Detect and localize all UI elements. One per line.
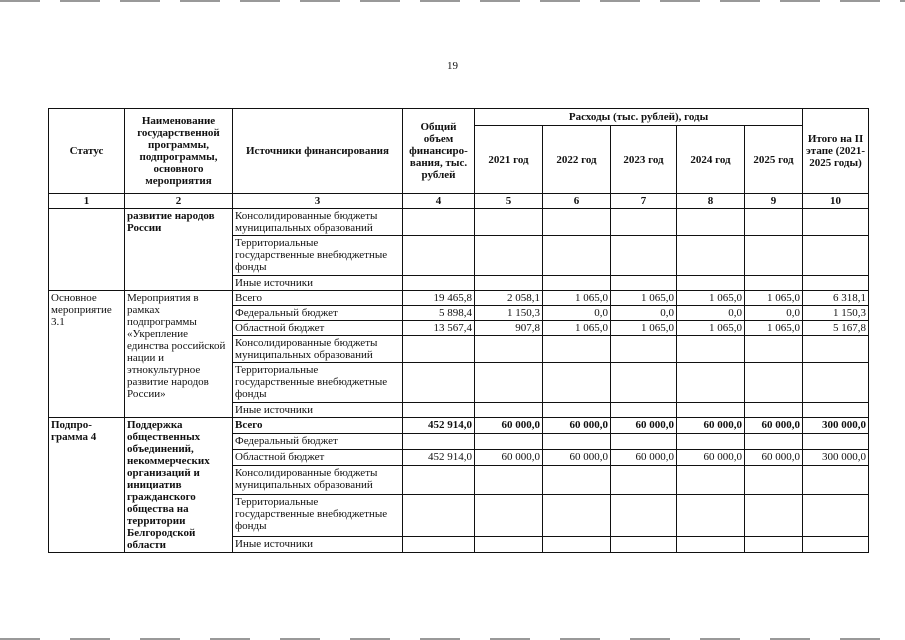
amount-cell [745, 433, 803, 449]
amount-cell [745, 403, 803, 418]
amount-cell: 5 898,4 [403, 306, 475, 321]
funding-source-cell: Территориальные государственные внебюджетные фонды [233, 236, 403, 276]
amount-cell [677, 433, 745, 449]
amount-cell [803, 209, 869, 236]
amount-cell [677, 465, 745, 494]
amount-cell [403, 433, 475, 449]
column-index: 4 [403, 194, 475, 209]
program-name-cell: Поддержка общественных объединений, некоммерческих организаций и инициатив гражданского общества на территории Белгородской области [125, 418, 233, 553]
amount-cell [677, 236, 745, 276]
amount-cell [745, 236, 803, 276]
program-name-cell: развитие народов России [125, 209, 233, 291]
header-name: Наименование государственной программы, подпрограммы, основного мероприятия [125, 109, 233, 194]
funding-source-cell: Территориальные государственные внебюджетные фонды [233, 494, 403, 537]
amount-cell [611, 465, 677, 494]
amount-cell: 60 000,0 [745, 418, 803, 434]
column-index: 1 [49, 194, 125, 209]
amount-cell [677, 494, 745, 537]
amount-cell: 60 000,0 [677, 418, 745, 434]
funding-source-cell: Федеральный бюджет [233, 433, 403, 449]
header-year: 2024 год [677, 126, 745, 194]
amount-cell [475, 236, 543, 276]
amount-cell: 60 000,0 [543, 449, 611, 465]
amount-cell [803, 363, 869, 403]
amount-cell [403, 336, 475, 363]
amount-cell: 0,0 [611, 306, 677, 321]
amount-cell [543, 537, 611, 553]
funding-source-cell: Иные источники [233, 276, 403, 291]
amount-cell [611, 209, 677, 236]
column-index: 3 [233, 194, 403, 209]
amount-cell: 1 065,0 [745, 321, 803, 336]
amount-cell [745, 276, 803, 291]
header-status: Статус [49, 109, 125, 194]
budget-table [48, 108, 869, 553]
amount-cell [543, 494, 611, 537]
header-year: 2025 год [745, 126, 803, 194]
amount-cell [745, 336, 803, 363]
amount-cell [475, 336, 543, 363]
amount-cell [543, 433, 611, 449]
amount-cell [475, 209, 543, 236]
header-total: Общий объем финансиро-вания, тыс. рублей [403, 109, 475, 194]
amount-cell [403, 276, 475, 291]
amount-cell [543, 403, 611, 418]
page-number: 19 [447, 60, 458, 72]
amount-cell [403, 537, 475, 553]
amount-cell [403, 209, 475, 236]
amount-cell: 60 000,0 [745, 449, 803, 465]
amount-cell [403, 465, 475, 494]
header-row-1 [49, 109, 869, 126]
column-index: 2 [125, 194, 233, 209]
amount-cell [745, 363, 803, 403]
amount-cell [745, 537, 803, 553]
column-index-row [49, 194, 869, 209]
amount-cell: 1 150,3 [803, 306, 869, 321]
amount-cell: 60 000,0 [677, 449, 745, 465]
status-cell: Подпро-грамма 4 [49, 418, 125, 553]
amount-cell [611, 236, 677, 276]
amount-cell: 1 065,0 [611, 321, 677, 336]
amount-cell: 1 065,0 [677, 321, 745, 336]
amount-cell [611, 363, 677, 403]
amount-cell [803, 465, 869, 494]
amount-cell [475, 433, 543, 449]
top-edge-line [0, 0, 905, 2]
amount-cell [475, 537, 543, 553]
table-row [49, 418, 869, 434]
amount-cell [745, 465, 803, 494]
amount-cell [611, 494, 677, 537]
column-index: 8 [677, 194, 745, 209]
header-itogo: Итого на II этапе (2021-2025 годы) [803, 109, 869, 194]
funding-source-cell: Федеральный бюджет [233, 306, 403, 321]
amount-cell [611, 537, 677, 553]
funding-source-cell: Консолидированные бюджеты муниципальных образований [233, 209, 403, 236]
amount-cell [403, 403, 475, 418]
amount-cell [543, 363, 611, 403]
header-year: 2021 год [475, 126, 543, 194]
amount-cell [543, 276, 611, 291]
header-source: Источники финансирования [233, 109, 403, 194]
amount-cell [803, 276, 869, 291]
amount-cell [403, 236, 475, 276]
amount-cell: 0,0 [543, 306, 611, 321]
amount-cell: 300 000,0 [803, 418, 869, 434]
amount-cell [803, 236, 869, 276]
amount-cell [677, 363, 745, 403]
funding-source-cell: Территориальные государственные внебюджетные фонды [233, 363, 403, 403]
amount-cell [677, 403, 745, 418]
amount-cell [803, 403, 869, 418]
amount-cell [745, 209, 803, 236]
amount-cell [677, 276, 745, 291]
amount-cell: 1 065,0 [543, 291, 611, 306]
amount-cell [611, 276, 677, 291]
amount-cell: 13 567,4 [403, 321, 475, 336]
funding-source-cell: Областной бюджет [233, 449, 403, 465]
amount-cell [403, 363, 475, 403]
status-cell [49, 209, 125, 291]
amount-cell [403, 494, 475, 537]
table-row [49, 209, 869, 236]
amount-cell [803, 336, 869, 363]
amount-cell [475, 363, 543, 403]
amount-cell: 0,0 [745, 306, 803, 321]
amount-cell [543, 336, 611, 363]
amount-cell [611, 403, 677, 418]
column-index: 5 [475, 194, 543, 209]
amount-cell: 0,0 [677, 306, 745, 321]
amount-cell [543, 209, 611, 236]
amount-cell: 60 000,0 [611, 418, 677, 434]
amount-cell [677, 537, 745, 553]
amount-cell [543, 465, 611, 494]
amount-cell [611, 433, 677, 449]
amount-cell [475, 276, 543, 291]
amount-cell [475, 403, 543, 418]
amount-cell: 2 058,1 [475, 291, 543, 306]
table-row [49, 291, 869, 306]
amount-cell [475, 465, 543, 494]
amount-cell: 1 150,3 [475, 306, 543, 321]
funding-source-cell: Всего [233, 291, 403, 306]
column-index: 7 [611, 194, 677, 209]
amount-cell: 1 065,0 [745, 291, 803, 306]
amount-cell: 1 065,0 [543, 321, 611, 336]
amount-cell [611, 336, 677, 363]
column-index: 10 [803, 194, 869, 209]
amount-cell [745, 494, 803, 537]
table-body [49, 209, 869, 553]
amount-cell: 60 000,0 [475, 449, 543, 465]
amount-cell: 5 167,8 [803, 321, 869, 336]
funding-source-cell: Иные источники [233, 537, 403, 553]
column-index: 6 [543, 194, 611, 209]
amount-cell: 452 914,0 [403, 418, 475, 434]
amount-cell: 6 318,1 [803, 291, 869, 306]
funding-source-cell: Консолидированные бюджеты муниципальных образований [233, 336, 403, 363]
funding-source-cell: Всего [233, 418, 403, 434]
amount-cell [543, 236, 611, 276]
amount-cell [803, 494, 869, 537]
amount-cell: 300 000,0 [803, 449, 869, 465]
amount-cell: 60 000,0 [611, 449, 677, 465]
header-expenses: Расходы (тыс. рублей), годы [475, 109, 803, 126]
amount-cell [803, 537, 869, 553]
program-name-cell: Мероприятия в рамках подпрограммы «Укрепление единства российской нации и этнокультурное развитие народов России» [125, 291, 233, 418]
header-year: 2022 год [543, 126, 611, 194]
amount-cell [677, 336, 745, 363]
funding-source-cell: Областной бюджет [233, 321, 403, 336]
funding-source-cell: Консолидированные бюджеты муниципальных образований [233, 465, 403, 494]
funding-source-cell: Иные источники [233, 403, 403, 418]
amount-cell: 1 065,0 [677, 291, 745, 306]
amount-cell [475, 494, 543, 537]
amount-cell: 1 065,0 [611, 291, 677, 306]
amount-cell: 907,8 [475, 321, 543, 336]
amount-cell: 452 914,0 [403, 449, 475, 465]
amount-cell [677, 209, 745, 236]
amount-cell: 19 465,8 [403, 291, 475, 306]
column-index: 9 [745, 194, 803, 209]
amount-cell: 60 000,0 [475, 418, 543, 434]
amount-cell: 60 000,0 [543, 418, 611, 434]
amount-cell [803, 433, 869, 449]
status-cell: Основное мероприятие 3.1 [49, 291, 125, 418]
header-year: 2023 год [611, 126, 677, 194]
